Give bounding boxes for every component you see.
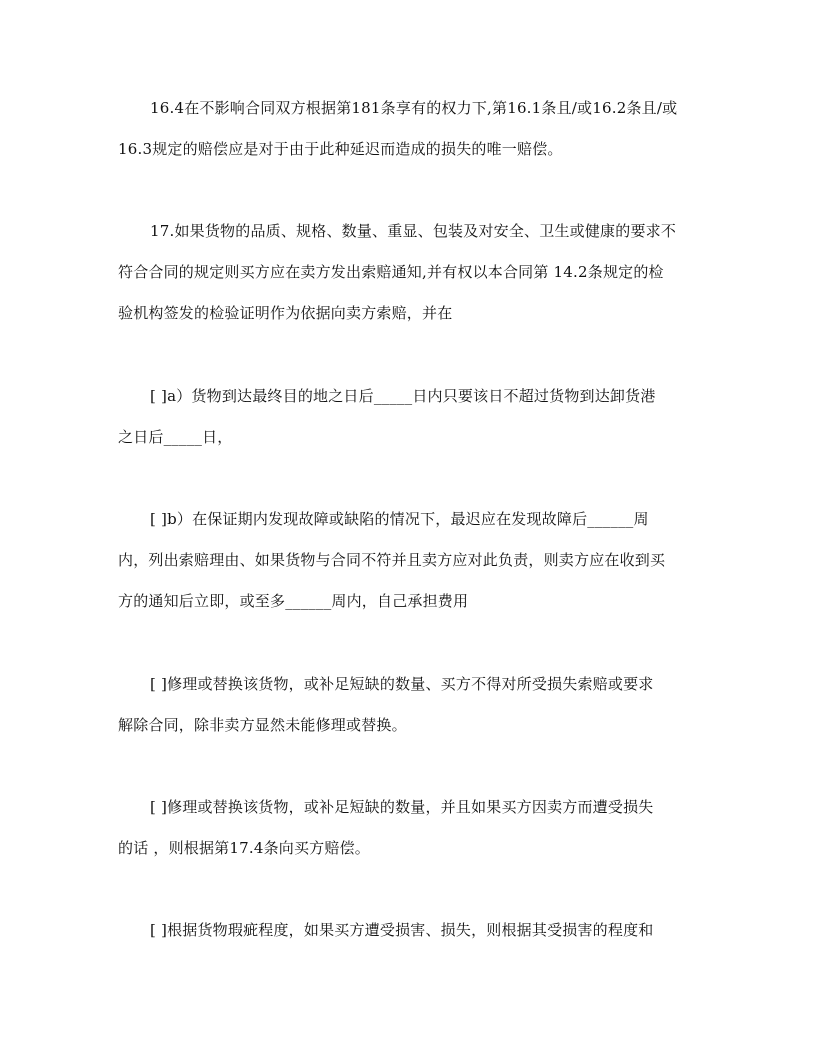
option-a-line-2: 之日后_____日， xyxy=(118,428,233,446)
option-b-line-2: 内，列出索赔理由、如果货物与合同不符并且卖方应对此负责，则卖方应在收到买 xyxy=(118,551,666,569)
option-a-line-1: [ ]a）货物到达最终目的地之日后_____日内只要该日不超过货物到达卸货港 xyxy=(150,387,656,405)
option-b-line-3: 方的通知后立即，或至多______周内，自己承担费用 xyxy=(118,592,469,610)
repair-option-1-line-2: 解除合同，除非卖方显然未能修理或替换。 xyxy=(118,716,407,734)
option-b-line-1: [ ]b）在保证期内发现故障或缺陷的情况下，最迟应在发现故障后______周 xyxy=(150,510,649,528)
para-17-line-2: 符合合同的规定则买方应在卖方发出索赔通知,并有权以本合同第 14.2条规定的检 xyxy=(118,263,664,281)
para-17-line-3: 验机构签发的检验证明作为依据向卖方索赔，并在 xyxy=(118,304,453,322)
para-17-line-1: 17.如果货物的品质、规格、数量、重显、包装及对安全、卫生或健康的要求不 xyxy=(150,222,677,240)
repair-option-1-line-1: [ ]修理或替换该货物，或补足短缺的数量、买方不得对所受损失索赔或要求 xyxy=(150,675,654,693)
para-16-4-line-2: 16.3规定的赔偿应是对于由于此种延迟而造成的损失的唯一赔偿。 xyxy=(118,140,563,158)
repair-option-2-line-1: [ ]修理或替换该货物，或补足短缺的数量，并且如果买方因卖方而遭受损失 xyxy=(150,798,654,816)
para-16-4-line-1: 16.4在不影响合同双方根据第181条享有的权力下,第16.1条且/或16.2条且/或 xyxy=(150,99,678,117)
damage-option-line-1: [ ]根据货物瑕疵程度，如果买方遭受损害、损失，则根据其受损害的程度和 xyxy=(150,921,654,939)
repair-option-2-line-2: 的话 ，则根据第17.4条向买方赔偿。 xyxy=(118,839,370,857)
